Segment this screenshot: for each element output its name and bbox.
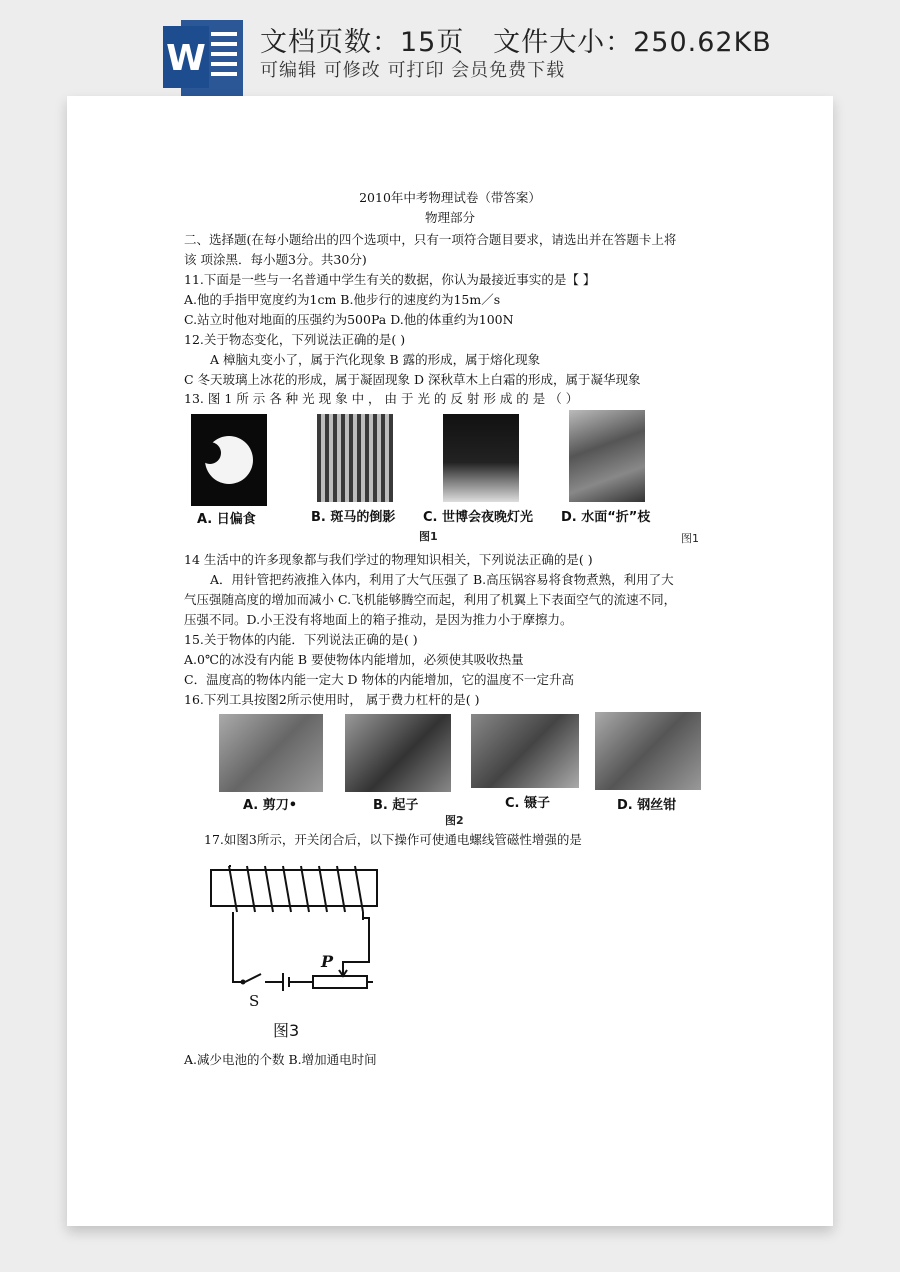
figure3-label-p: P	[321, 952, 334, 971]
battery-icon	[283, 973, 289, 991]
figure2-label: 图2	[445, 814, 464, 827]
q14-options-line3: 压强不同。D.小王没有将地面上的箱子推动，是因为推力小于摩擦力。	[184, 612, 573, 627]
section-heading-cont: 该 项涂黑．每小题3分。共30分)	[184, 252, 367, 267]
q14-options-line2: 气压强随高度的增加而减小 C.飞机能够腾空而起，利用了机翼上下表面空气的流速不同，	[184, 592, 677, 607]
figure3-label: 图3	[273, 1021, 300, 1040]
figure2-caption-a: A. 剪刀•	[243, 798, 298, 813]
file-meta-features: 可编辑 可修改 可打印 会员免费下载	[260, 60, 566, 81]
figure2-caption-d: D. 钢丝钳	[617, 798, 677, 813]
word-document-icon	[163, 20, 243, 96]
figure1-photo-expo-lights	[443, 414, 519, 502]
q12-options-cd: C 冬天玻璃上冰花的形成，属于凝固现象 D 深秋草木上白霜的形成，属于凝华现象	[184, 372, 641, 387]
q12-options-ab: A 樟脑丸变小了，属于汽化现象 B 露的形成，属于熔化现象	[210, 352, 541, 367]
question-16: 16.下列工具按图2所示使用时， 属于费力杠杆的是( )	[184, 692, 480, 707]
figure1-photo-bent-branch	[569, 410, 645, 502]
question-14: 14 生活中的许多现象都与我们学过的物理知识相关，下列说法正确的是( )	[184, 552, 593, 567]
figure2-photo-bottle-opener	[345, 714, 451, 792]
question-12: 12.关于物态变化，下列说法正确的是( )	[184, 332, 406, 347]
doc-subtitle: 物理部分	[424, 210, 475, 225]
figure1-photo-zebra-reflection	[317, 414, 393, 502]
figure1-caption-c: C. 世博会夜晚灯光	[423, 510, 534, 525]
figure1-caption-b: B. 斑马的倒影	[311, 510, 396, 525]
question-15: 15.关于物体的内能．下列说法正确的是( )	[184, 632, 418, 647]
doc-title: 2010年中考物理试卷（带答案）	[359, 190, 541, 205]
figure2-photo-scissors	[219, 714, 323, 792]
document-page	[67, 96, 833, 1226]
q11-options-ab: A.他的手指甲宽度约为1cm B.他步行的速度约为15m／s	[184, 292, 501, 307]
q14-options-line1: A．用针管把药液推入体内，利用了大气压强了 B.高压锅容易将食物煮熟，利用了大	[210, 572, 674, 587]
section-heading: 二、选择题(在每小题给出的四个选项中，只有一项符合题目要求，请选出并在答题卡上将	[184, 232, 677, 247]
file-meta-pages-size: 文档页数：15页 文件大小：250.62KB	[260, 27, 772, 58]
figure2-photo-pliers	[595, 712, 701, 790]
figure1-caption-d: D. 水面“折”枝	[561, 510, 651, 525]
question-17: 17.如图3所示，开关闭合后，以下操作可使通电螺线管磁性增强的是	[204, 832, 582, 847]
switch-s	[245, 974, 261, 982]
q15-options-ab: A.0℃的冰没有内能 B 要使物体内能增加，必须使其吸收热量	[184, 652, 524, 667]
rheostat	[313, 976, 367, 988]
figure1-photo-eclipse	[191, 414, 267, 506]
question-11: 11.下面是一些与一名普通中学生有关的数据，你认为最接近事实的是【 】	[184, 272, 596, 287]
figure2-caption-c: C. 镊子	[505, 796, 551, 811]
question-13: 13. 图 1 所 示 各 种 光 现 象 中 ， 由 于 光 的 反 射 形 成 的 是 （ ）	[184, 391, 579, 406]
figure2-photo-tweezers	[471, 714, 579, 788]
q17-options-ab: A.减少电池的个数 B.增加通电时间	[184, 1052, 377, 1067]
svg-text:W: W	[166, 38, 206, 79]
figure1-side-label: 图1	[681, 532, 699, 545]
figure3-label-s: S	[249, 992, 260, 1010]
figure3-circuit-diagram	[203, 862, 383, 1042]
solenoid-coil	[229, 866, 363, 920]
q15-options-cd: C．温度高的物体内能一定大 D 物体的内能增加，它的温度不一定升高	[184, 672, 575, 687]
figure2-caption-b: B. 起子	[373, 798, 419, 813]
figure1-caption-a: A. 日偏食	[197, 512, 256, 527]
q11-options-cd: C.站立时他对地面的压强约为500Pa D.他的体重约为100N	[184, 312, 514, 327]
figure1-label: 图1	[419, 530, 438, 543]
download-banner	[0, 0, 900, 100]
